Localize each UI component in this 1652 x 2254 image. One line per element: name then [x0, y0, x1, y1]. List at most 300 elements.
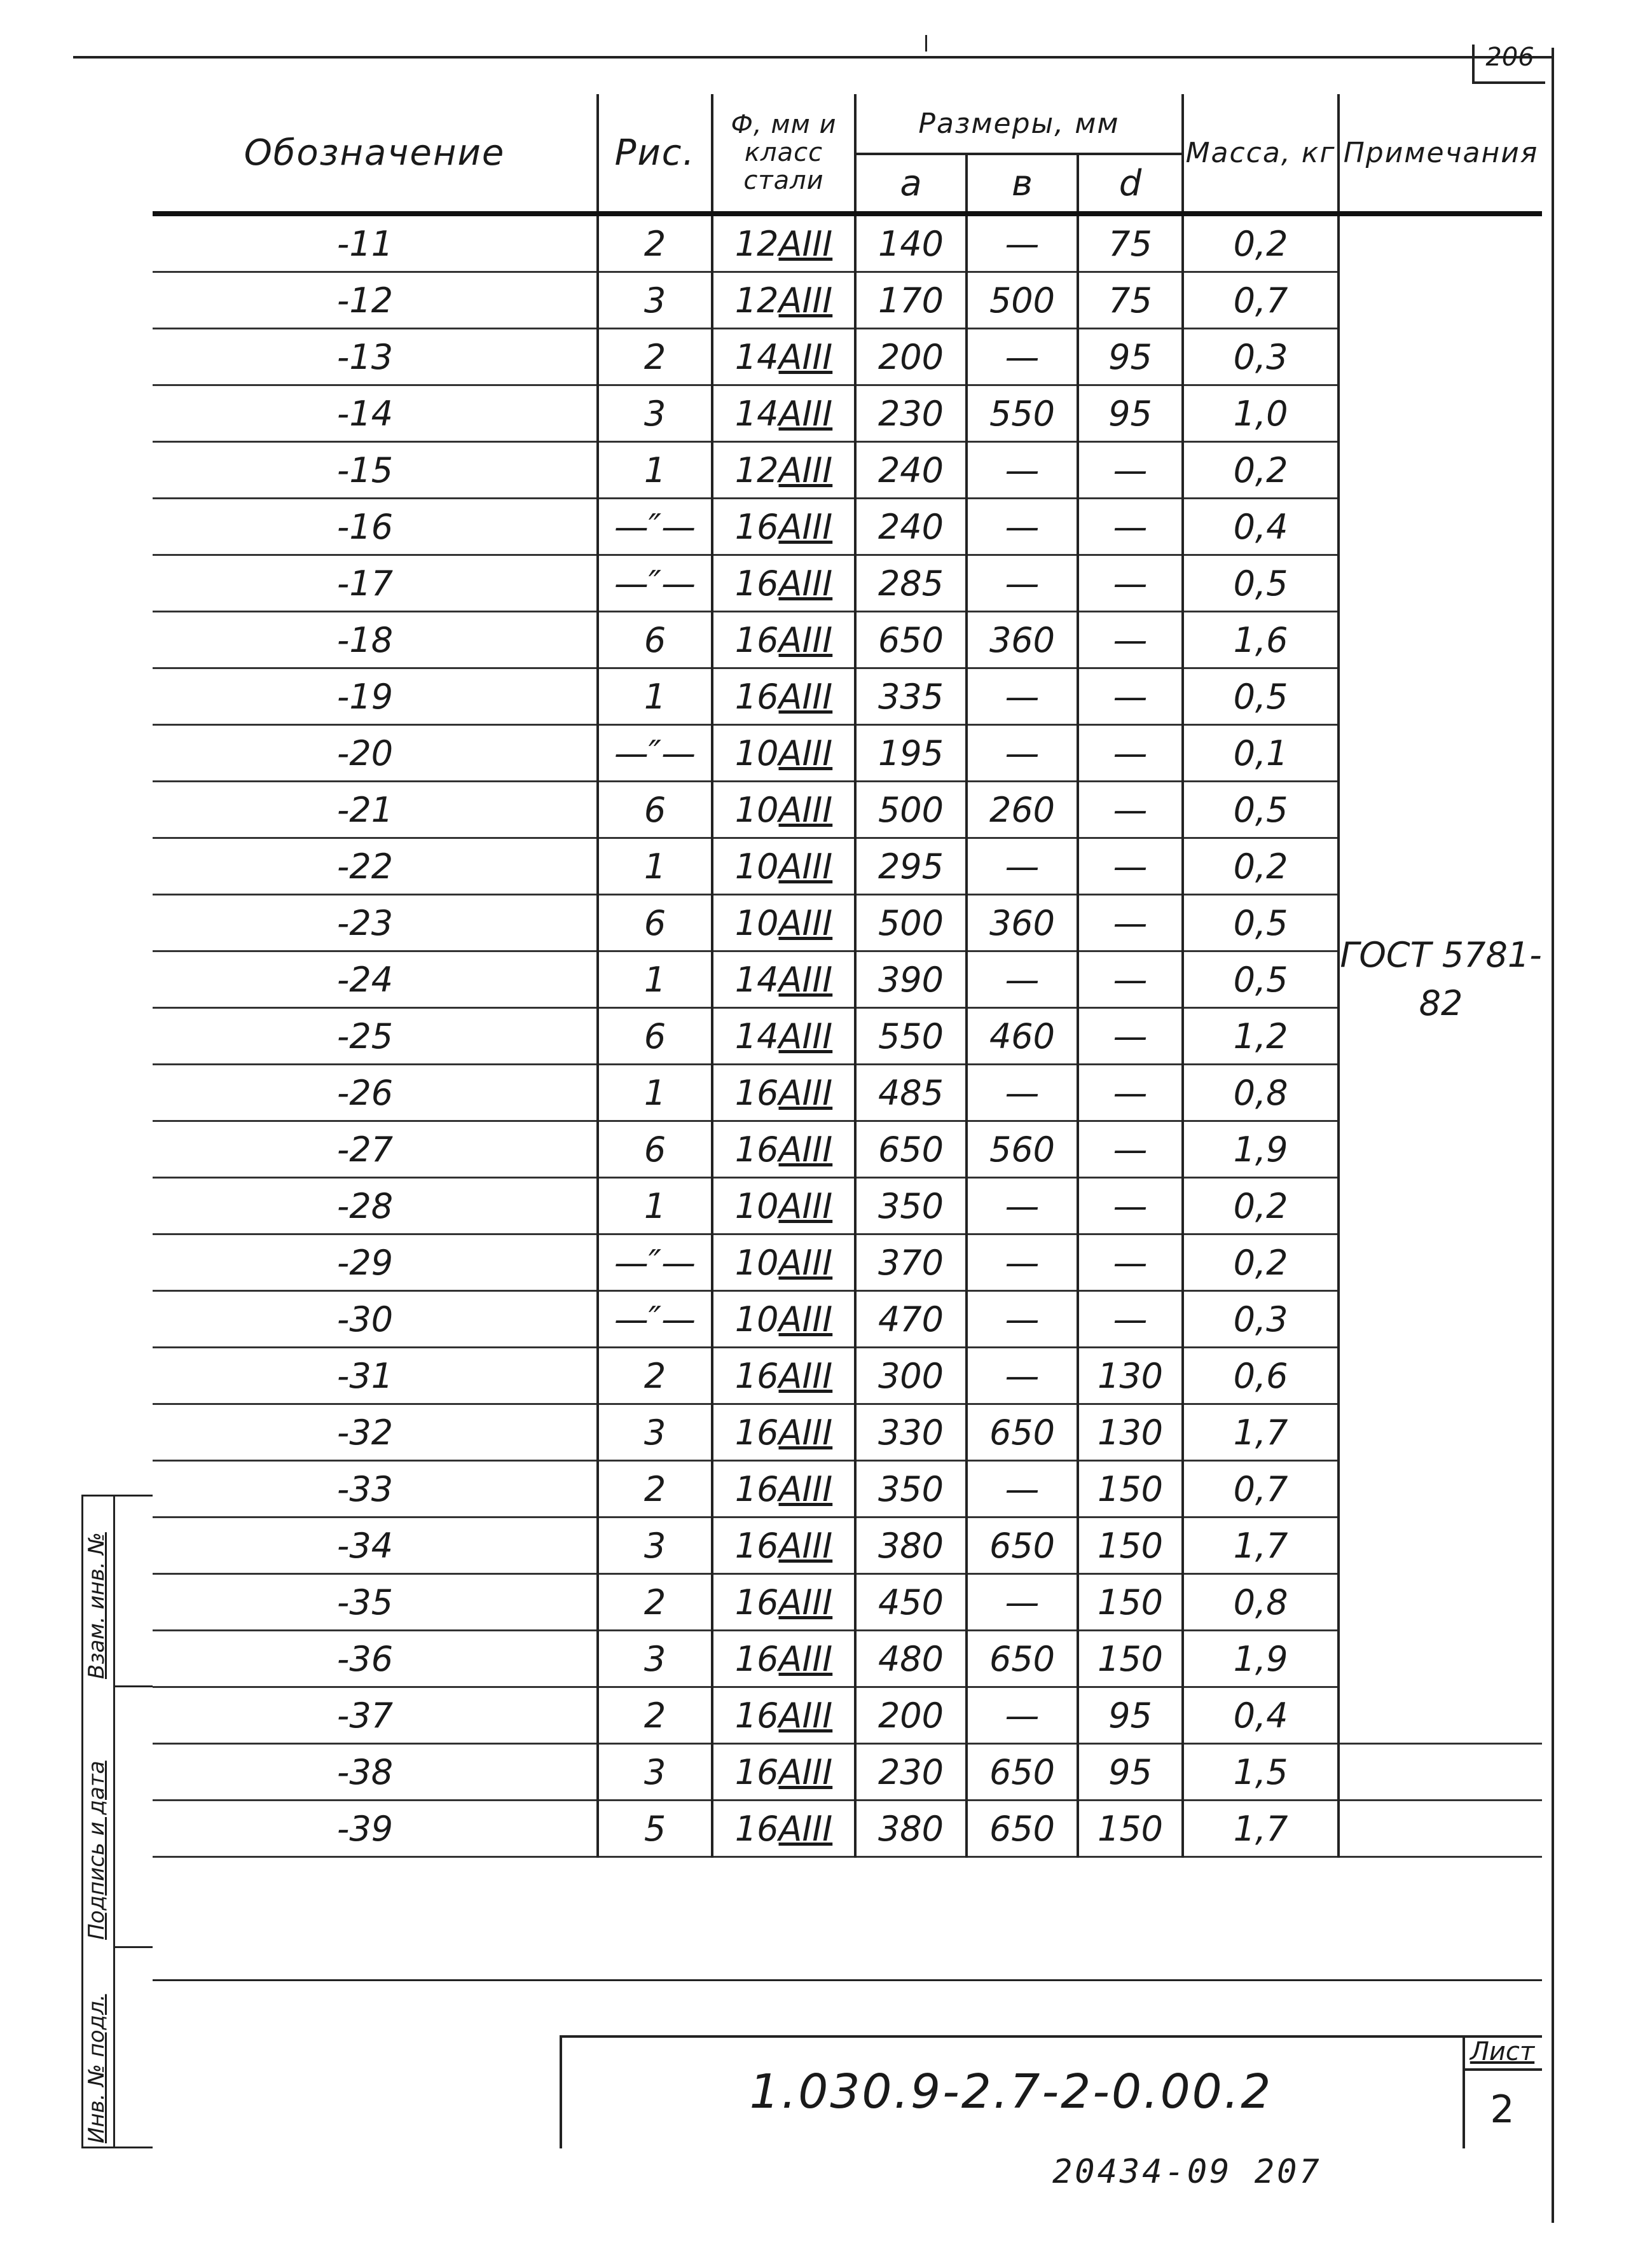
cell-dim-b: 460	[967, 1008, 1078, 1065]
side-stamp-row-divider	[113, 1685, 153, 1687]
side-stamp-divider	[113, 1495, 115, 2148]
cell-dim-a: 140	[855, 214, 967, 272]
cell-mass: 0,7	[1183, 272, 1339, 329]
cell-dim-d: 150	[1078, 1801, 1183, 1857]
cell-figure: —″—	[598, 499, 712, 555]
cell-dim-a: 380	[855, 1801, 967, 1857]
table-row	[153, 1461, 1542, 1518]
cell-designation: -28	[153, 1178, 598, 1234]
steel-class: AIII	[778, 1129, 833, 1170]
bar-diameter: 12	[734, 280, 779, 321]
cell-designation: -18	[153, 612, 598, 668]
cell-dim-d: —	[1078, 1008, 1183, 1065]
cell-figure: —″—	[598, 1291, 712, 1348]
side-label-replaced-inv: Взам. инв. №	[84, 1532, 109, 1679]
cell-designation: -36	[153, 1631, 598, 1687]
bar-diameter: 10	[734, 846, 779, 887]
bar-diameter: 10	[734, 1186, 779, 1226]
cell-diameter-class	[712, 1121, 855, 1178]
cell-mass: 0,2	[1183, 1234, 1339, 1291]
cell-dim-a: 330	[855, 1404, 967, 1461]
steel-class: AIII	[778, 1016, 833, 1056]
cell-designation: -38	[153, 1744, 598, 1801]
bar-diameter: 10	[734, 733, 779, 773]
header-figure: Рис.	[598, 94, 712, 214]
cell-dim-d: —	[1078, 725, 1183, 782]
cell-designation: -26	[153, 1065, 598, 1121]
cell-figure: 3	[598, 1744, 712, 1801]
table-row	[153, 1687, 1542, 1744]
cell-dim-b: 550	[967, 385, 1078, 442]
table-body	[153, 214, 1542, 1857]
cell-figure: 1	[598, 951, 712, 1008]
steel-class: AIII	[778, 223, 833, 264]
cell-designation: -21	[153, 782, 598, 838]
cell-mass: 0,5	[1183, 668, 1339, 725]
cell-figure: 6	[598, 895, 712, 951]
bar-diameter: 10	[734, 789, 779, 830]
cell-mass: 1,5	[1183, 1744, 1339, 1801]
cell-dim-b: —	[967, 951, 1078, 1008]
cell-mass: 0,2	[1183, 214, 1339, 272]
header-dimensions: Размеры, мм	[855, 94, 1183, 154]
steel-class: AIII	[778, 1469, 833, 1509]
cell-dim-a: 650	[855, 612, 967, 668]
table-row	[153, 838, 1542, 895]
cell-dim-a: 650	[855, 1121, 967, 1178]
steel-class: AIII	[778, 563, 833, 604]
cell-dim-a: 500	[855, 782, 967, 838]
cell-diameter-class	[712, 1518, 855, 1574]
cell-mass: 0,5	[1183, 951, 1339, 1008]
cell-mass: 0,5	[1183, 782, 1339, 838]
cell-figure: 2	[598, 329, 712, 385]
cell-dim-b: 360	[967, 612, 1078, 668]
cell-figure: 3	[598, 272, 712, 329]
steel-class: AIII	[778, 1242, 833, 1283]
bar-diameter: 14	[734, 393, 779, 434]
cell-diameter-class	[712, 555, 855, 612]
cell-dim-d: —	[1078, 1178, 1183, 1234]
cell-diameter-class	[712, 1348, 855, 1404]
cell-mass: 0,2	[1183, 442, 1339, 499]
cell-mass: 0,2	[1183, 838, 1339, 895]
table-row	[153, 329, 1542, 385]
cell-dim-b: —	[967, 1574, 1078, 1631]
cell-dim-d: —	[1078, 951, 1183, 1008]
cell-dim-b: —	[967, 668, 1078, 725]
cell-diameter-class	[712, 612, 855, 668]
steel-class: AIII	[778, 902, 833, 943]
cell-dim-b: 650	[967, 1744, 1078, 1801]
steel-class: AIII	[778, 393, 833, 434]
cell-dim-a: 485	[855, 1065, 967, 1121]
cell-dim-b: 560	[967, 1121, 1078, 1178]
cell-dim-a: 335	[855, 668, 967, 725]
cell-dim-d: —	[1078, 612, 1183, 668]
cell-designation: -37	[153, 1687, 598, 1744]
cell-figure: 2	[598, 1687, 712, 1744]
cell-dim-d: —	[1078, 838, 1183, 895]
cell-designation: -31	[153, 1348, 598, 1404]
cell-designation: -15	[153, 442, 598, 499]
cell-dim-b: —	[967, 725, 1078, 782]
cell-mass: 0,3	[1183, 329, 1339, 385]
cell-dim-a: 450	[855, 1574, 967, 1631]
bar-diameter: 16	[734, 506, 779, 547]
cell-dim-d: 130	[1078, 1348, 1183, 1404]
table-row	[153, 668, 1542, 725]
cell-dim-a: 230	[855, 385, 967, 442]
cell-dim-b: —	[967, 329, 1078, 385]
cell-dim-a: 470	[855, 1291, 967, 1348]
cell-diameter-class	[712, 272, 855, 329]
cell-diameter-class	[712, 329, 855, 385]
steel-class: AIII	[778, 280, 833, 321]
cell-dim-d: —	[1078, 555, 1183, 612]
cell-dim-a: 370	[855, 1234, 967, 1291]
cell-mass: 0,5	[1183, 555, 1339, 612]
bar-diameter: 12	[734, 450, 779, 490]
bar-diameter: 16	[734, 1638, 779, 1679]
cell-figure: 6	[598, 1121, 712, 1178]
cell-figure: 6	[598, 1008, 712, 1065]
cell-mass: 0,3	[1183, 1291, 1339, 1348]
table-row	[153, 1348, 1542, 1404]
steel-class: AIII	[778, 1355, 833, 1396]
table-row	[153, 1744, 1542, 1801]
cell-dim-d: 130	[1078, 1404, 1183, 1461]
bar-diameter: 10	[734, 902, 779, 943]
cell-dim-d: 150	[1078, 1461, 1183, 1518]
cell-diameter-class	[712, 1574, 855, 1631]
cell-figure: 3	[598, 1518, 712, 1574]
steel-class: AIII	[778, 1186, 833, 1226]
side-stamp-row-divider	[113, 1946, 153, 1948]
sheet-label: Лист	[1463, 2035, 1542, 2071]
table-row	[153, 725, 1542, 782]
cell-dim-a: 350	[855, 1461, 967, 1518]
steel-class: AIII	[778, 846, 833, 887]
table-row	[153, 1121, 1542, 1178]
standard-reference: ГОСТ 5781-82	[1340, 935, 1542, 1023]
bar-diameter: 16	[734, 1752, 779, 1792]
bar-diameter: 16	[734, 1412, 779, 1453]
cell-dim-b: —	[967, 1065, 1078, 1121]
header-diameter: Ф, мм и класс стали	[712, 94, 855, 214]
cell-notes	[1339, 214, 1542, 1744]
steel-class: AIII	[778, 789, 833, 830]
cell-dim-d: 150	[1078, 1518, 1183, 1574]
cell-designation: -13	[153, 329, 598, 385]
cell-dim-b: —	[967, 1348, 1078, 1404]
cell-designation: -39	[153, 1801, 598, 1857]
cell-dim-b: —	[967, 1178, 1078, 1234]
cell-dim-a: 195	[855, 725, 967, 782]
steel-class: AIII	[778, 1299, 833, 1339]
cell-dim-d: —	[1078, 668, 1183, 725]
bar-diameter: 12	[734, 223, 779, 264]
cell-dim-a: 295	[855, 838, 967, 895]
cell-designation: -19	[153, 668, 598, 725]
cell-dim-b: 650	[967, 1631, 1078, 1687]
cell-designation: -32	[153, 1404, 598, 1461]
bar-diameter: 10	[734, 1242, 779, 1283]
cell-diameter-class	[712, 214, 855, 272]
table-row	[153, 1065, 1542, 1121]
table-row	[153, 1178, 1542, 1234]
table-row	[153, 612, 1542, 668]
cell-figure: 1	[598, 1178, 712, 1234]
cell-dim-b: —	[967, 1291, 1078, 1348]
cell-dim-d: —	[1078, 442, 1183, 499]
cell-designation: -17	[153, 555, 598, 612]
cell-dim-d: 75	[1078, 214, 1183, 272]
cell-dim-b: —	[967, 442, 1078, 499]
cell-dim-a: 550	[855, 1008, 967, 1065]
cell-mass: 0,5	[1183, 895, 1339, 951]
cell-dim-a: 500	[855, 895, 967, 951]
table-row	[153, 895, 1542, 951]
bar-diameter: 16	[734, 563, 779, 604]
steel-class: AIII	[778, 959, 833, 1000]
cell-dim-b: —	[967, 1461, 1078, 1518]
table-row	[153, 782, 1542, 838]
cell-mass: 0,4	[1183, 1687, 1339, 1744]
cell-notes-empty	[1339, 1801, 1542, 1857]
cell-designation: -12	[153, 272, 598, 329]
cell-designation: -35	[153, 1574, 598, 1631]
cell-mass: 1,9	[1183, 1121, 1339, 1178]
cell-designation: -25	[153, 1008, 598, 1065]
cell-diameter-class	[712, 782, 855, 838]
header-notes: Примечания	[1339, 94, 1542, 214]
cell-figure: 2	[598, 1574, 712, 1631]
cell-dim-d: —	[1078, 499, 1183, 555]
table-row	[153, 1404, 1542, 1461]
cell-dim-a: 240	[855, 499, 967, 555]
steel-class: AIII	[778, 1072, 833, 1113]
cell-diameter-class	[712, 1234, 855, 1291]
cell-figure: 6	[598, 782, 712, 838]
steel-class: AIII	[778, 1638, 833, 1679]
archive-stamp: 20434-09 207	[1052, 2153, 1322, 2191]
bar-diameter: 10	[734, 1299, 779, 1339]
cell-diameter-class	[712, 725, 855, 782]
cell-diameter-class	[712, 1008, 855, 1065]
table-row	[153, 555, 1542, 612]
cell-dim-a: 240	[855, 442, 967, 499]
header-dim-d: d	[1078, 154, 1183, 214]
cell-dim-d: 150	[1078, 1631, 1183, 1687]
cell-mass: 1,7	[1183, 1518, 1339, 1574]
cell-dim-a: 300	[855, 1348, 967, 1404]
sheet-top-tick	[925, 35, 927, 52]
cell-dim-b: —	[967, 555, 1078, 612]
header-dim-a: a	[855, 154, 967, 214]
header-mass: Масса, кг	[1183, 94, 1339, 214]
cell-diameter-class	[712, 1178, 855, 1234]
steel-class: AIII	[778, 1752, 833, 1792]
bar-diameter: 16	[734, 1525, 779, 1566]
cell-dim-d: 95	[1078, 385, 1183, 442]
header-dim-b: в	[967, 154, 1078, 214]
cell-dim-b: —	[967, 214, 1078, 272]
steel-class: AIII	[778, 1808, 833, 1849]
cell-mass: 1,0	[1183, 385, 1339, 442]
cell-mass: 0,4	[1183, 499, 1339, 555]
cell-mass: 1,6	[1183, 612, 1339, 668]
cell-dim-a: 350	[855, 1178, 967, 1234]
cell-dim-b: 360	[967, 895, 1078, 951]
cell-diameter-class	[712, 385, 855, 442]
cell-mass: 1,7	[1183, 1801, 1339, 1857]
cell-figure: 6	[598, 612, 712, 668]
sheet-top-line	[73, 56, 1552, 59]
cell-diameter-class	[712, 838, 855, 895]
cell-dim-a: 200	[855, 1687, 967, 1744]
steel-class: AIII	[778, 1582, 833, 1622]
cell-dim-b: 500	[967, 272, 1078, 329]
table-row	[153, 1631, 1542, 1687]
bar-diameter: 14	[734, 1016, 779, 1056]
steel-class: AIII	[778, 676, 833, 717]
cell-dim-a: 380	[855, 1518, 967, 1574]
cell-dim-b: 650	[967, 1801, 1078, 1857]
cell-figure: —″—	[598, 555, 712, 612]
cell-mass: 0,1	[1183, 725, 1339, 782]
table-row	[153, 214, 1542, 272]
cell-figure: 1	[598, 838, 712, 895]
cell-designation: -14	[153, 385, 598, 442]
sheet-number: 2	[1490, 2087, 1515, 2132]
bar-diameter: 16	[734, 1582, 779, 1622]
table-row	[153, 1518, 1542, 1574]
cell-figure: 1	[598, 1065, 712, 1121]
cell-dim-a: 200	[855, 329, 967, 385]
cell-diameter-class	[712, 1687, 855, 1744]
cell-designation: -30	[153, 1291, 598, 1348]
cell-dim-b: —	[967, 838, 1078, 895]
cell-diameter-class	[712, 1291, 855, 1348]
cell-mass: 1,2	[1183, 1008, 1339, 1065]
page-number: 206	[1472, 45, 1545, 84]
cell-diameter-class	[712, 1065, 855, 1121]
table-row	[153, 499, 1542, 555]
bar-diameter: 16	[734, 1072, 779, 1113]
cell-figure: 5	[598, 1801, 712, 1857]
cell-dim-d: —	[1078, 782, 1183, 838]
cell-diameter-class	[712, 951, 855, 1008]
bar-diameter: 16	[734, 1355, 779, 1396]
cell-dim-b: —	[967, 1687, 1078, 1744]
table-footer-line	[153, 1979, 1542, 1981]
steel-class: AIII	[778, 1412, 833, 1453]
cell-mass: 0,8	[1183, 1065, 1339, 1121]
cell-dim-d: 75	[1078, 272, 1183, 329]
cell-dim-d: —	[1078, 895, 1183, 951]
cell-diameter-class	[712, 1801, 855, 1857]
cell-dim-b: 650	[967, 1518, 1078, 1574]
document-code: 1.030.9-2.7-2-0.00.2	[749, 2064, 1273, 2119]
cell-mass: 0,7	[1183, 1461, 1339, 1518]
cell-designation: -34	[153, 1518, 598, 1574]
cell-dim-d: —	[1078, 1291, 1183, 1348]
cell-designation: -33	[153, 1461, 598, 1518]
cell-dim-a: 170	[855, 272, 967, 329]
cell-diameter-class	[712, 442, 855, 499]
cell-diameter-class	[712, 1744, 855, 1801]
cell-figure: 3	[598, 1631, 712, 1687]
cell-designation: -24	[153, 951, 598, 1008]
cell-dim-b: 650	[967, 1404, 1078, 1461]
table-row	[153, 1008, 1542, 1065]
cell-designation: -16	[153, 499, 598, 555]
cell-dim-d: 150	[1078, 1574, 1183, 1631]
cell-mass: 1,7	[1183, 1404, 1339, 1461]
steel-class: AIII	[778, 450, 833, 490]
cell-figure: 2	[598, 214, 712, 272]
cell-diameter-class	[712, 668, 855, 725]
table-row	[153, 1801, 1542, 1857]
steel-class: AIII	[778, 619, 833, 660]
cell-dim-a: 480	[855, 1631, 967, 1687]
cell-designation: -20	[153, 725, 598, 782]
table-row	[153, 385, 1542, 442]
cell-dim-a: 230	[855, 1744, 967, 1801]
bar-diameter: 16	[734, 1129, 779, 1170]
cell-diameter-class	[712, 1631, 855, 1687]
cell-designation: -23	[153, 895, 598, 951]
cell-diameter-class	[712, 1461, 855, 1518]
side-label-inv-orig: Инв. № подл.	[84, 1994, 109, 2143]
cell-diameter-class	[712, 1404, 855, 1461]
sheet-right-line	[1552, 48, 1554, 2223]
cell-notes-empty	[1339, 1744, 1542, 1801]
cell-dim-b: 260	[967, 782, 1078, 838]
cell-dim-d: —	[1078, 1065, 1183, 1121]
side-label-signature-date: Подпись и дата	[84, 1760, 109, 1940]
cell-designation: -11	[153, 214, 598, 272]
cell-figure: —″—	[598, 725, 712, 782]
cell-figure: 1	[598, 668, 712, 725]
cell-mass: 0,2	[1183, 1178, 1339, 1234]
steel-class: AIII	[778, 1695, 833, 1736]
steel-class: AIII	[778, 733, 833, 773]
bar-diameter: 14	[734, 336, 779, 377]
cell-figure: 2	[598, 1461, 712, 1518]
cell-figure: 2	[598, 1348, 712, 1404]
cell-figure: —″—	[598, 1234, 712, 1291]
table-row	[153, 442, 1542, 499]
specification-table	[153, 94, 1542, 1858]
cell-dim-d: —	[1078, 1121, 1183, 1178]
cell-dim-a: 285	[855, 555, 967, 612]
cell-dim-a: 390	[855, 951, 967, 1008]
cell-designation: -27	[153, 1121, 598, 1178]
cell-figure: 3	[598, 1404, 712, 1461]
steel-class: AIII	[778, 336, 833, 377]
table-row	[153, 1574, 1542, 1631]
bar-diameter: 16	[734, 676, 779, 717]
cell-designation: -22	[153, 838, 598, 895]
cell-mass: 0,6	[1183, 1348, 1339, 1404]
cell-mass: 0,8	[1183, 1574, 1339, 1631]
table-row	[153, 1291, 1542, 1348]
cell-diameter-class	[712, 895, 855, 951]
cell-diameter-class	[712, 499, 855, 555]
cell-dim-d: 95	[1078, 1687, 1183, 1744]
